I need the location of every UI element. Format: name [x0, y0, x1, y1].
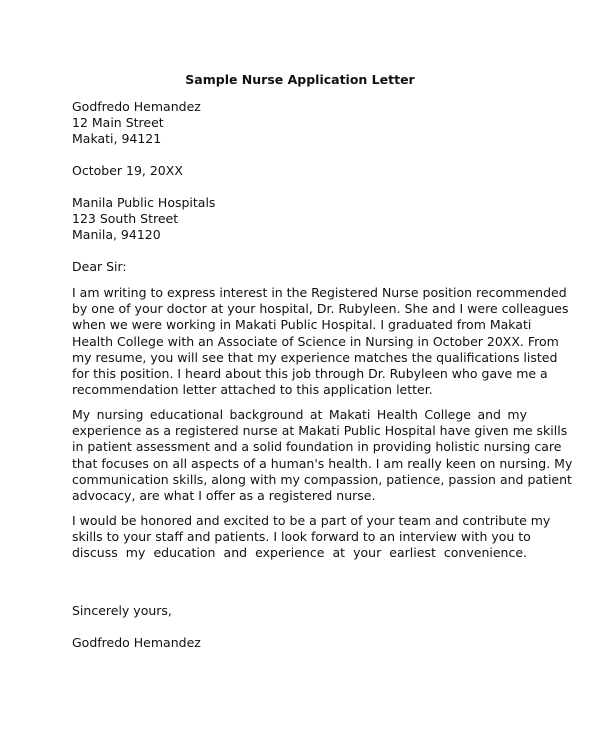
recipient-street: 123 South Street: [72, 211, 179, 226]
paragraph-line: discuss my education and experience at your earliest convenience.: [72, 545, 527, 561]
paragraph-3: [72, 513, 551, 562]
closing-text: Sincerely yours,: [72, 603, 172, 618]
paragraph-line: that focuses on all aspects of a human's health. I am really keen on nursing. My: [72, 455, 573, 471]
paragraph-line: Health College with an Associate of Science in Nursing in October 20XX. From: [72, 333, 559, 349]
paragraph-line: communication skills, along with my compassion, patience, passion and patient: [72, 471, 572, 487]
date-text: October 19, 20XX: [72, 163, 183, 178]
letter-date: [72, 163, 183, 179]
signature: [72, 635, 201, 651]
document-title: Sample Nurse Application Letter: [185, 72, 415, 87]
paragraph-1: [72, 285, 569, 398]
paragraph-line: recommendation letter attached to this application letter.: [72, 382, 433, 398]
paragraph-line: I am writing to express interest in the Registered Nurse position recommended: [72, 285, 567, 300]
paragraph-line: for this position. I heard about this job through Dr. Rubyleen who gave me a: [72, 365, 548, 381]
paragraph-line: in patient assessment and a solid foundation in providing holistic nursing care: [72, 439, 562, 455]
paragraph-line: advocacy, are what I offer as a registered nurse.: [72, 487, 376, 503]
sender-address: [72, 99, 201, 147]
closing: [72, 603, 172, 619]
sender-street: 12 Main Street: [72, 115, 164, 130]
paragraph-line: experience as a registered nurse at Makati Public Hospital have given me skills: [72, 423, 568, 439]
paragraph-line: when we were working in Makati Public Hospital. I graduated from Makati: [72, 317, 532, 333]
paragraph-2: [72, 407, 573, 504]
sender-city: Makati, 94121: [72, 131, 162, 146]
paragraph-line: My nursing educational background at Makati Health College and my: [72, 407, 527, 422]
paragraph-line: I would be honored and excited to be a part of your team and contribute my: [72, 513, 551, 528]
salutation-text: Dear Sir:: [72, 259, 127, 274]
paragraph-line: my resume, you will see that my experience matches the qualifications listed: [72, 349, 558, 365]
recipient-city: Manila, 94120: [72, 227, 161, 242]
signature-name: Godfredo Hemandez: [72, 635, 201, 650]
recipient-name: Manila Public Hospitals: [72, 195, 216, 210]
recipient-address: [72, 195, 215, 243]
salutation: [72, 259, 127, 275]
sender-name: Godfredo Hemandez: [72, 99, 201, 114]
paragraph-line: by one of your doctor at your hospital, Dr. Rubyleen. She and I were colleagues: [72, 301, 569, 317]
paragraph-line: skills to your staff and patients. I look forward to an interview with you to: [72, 529, 531, 545]
